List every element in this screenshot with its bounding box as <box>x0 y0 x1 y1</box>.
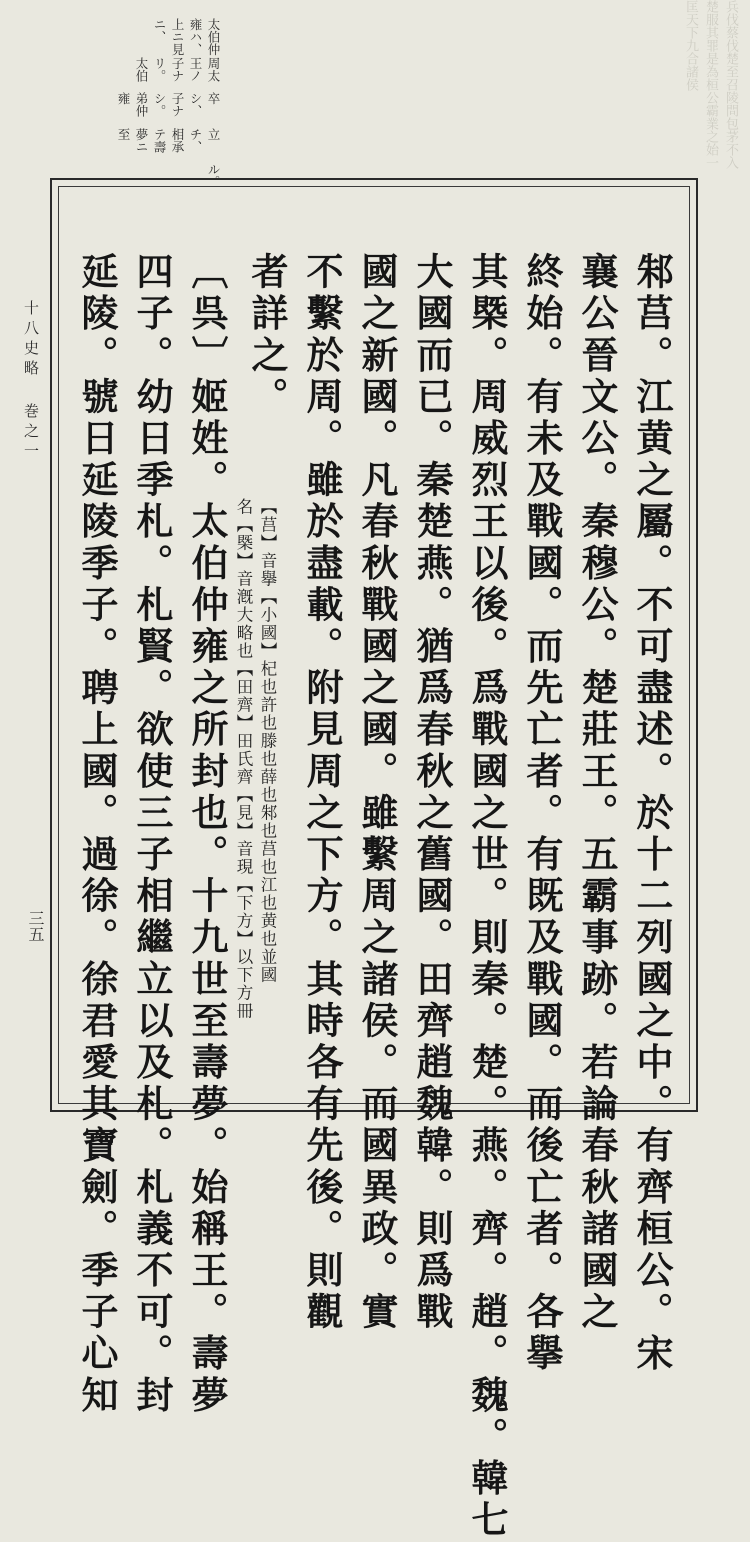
running-head: 十八史略 巻之一 <box>22 300 40 463</box>
text-column: 大國而已。秦楚燕。猶爲春秋之舊國。田齊趙魏韓。則爲戰 <box>410 252 454 1334</box>
text-column: 不繫於周。雖於盡載。附見周之下方。其時各有先後。則觀 <box>300 252 344 1334</box>
text-column: 四子。幼日季札。札賢。欲使三子相繼立以及札。札義不可。封 <box>130 252 174 1417</box>
commentary-line: 【莒】音擧【小國】杞也許也滕也薛也邾也莒也江也黄也並國 <box>258 498 277 984</box>
text-column: 者詳之。 <box>245 252 289 419</box>
head-annotation-line: 周太王ノ子ナリ。太伯 <box>134 56 221 82</box>
text-column: 邾莒。江黄之屬。不可盡述。於十二列國之中。有齊桓公。宋 <box>630 252 674 1376</box>
show-through-text: 兵伐蔡伐楚至召陵問包茅不入楚服其罪是為桓公霸業之始一匡天下九合諸侯 <box>683 0 738 169</box>
text-column: 襄公晉文公。秦穆公。楚莊王。五霸事跡。若論春秋諸國之 <box>575 252 619 1334</box>
head-annotation-line: 立チ、相承テ壽夢ニ至 <box>116 127 221 153</box>
text-column: 終始。有未及戰國。而先亡者。有既及戰國。而後亡者。各擧 <box>520 252 564 1376</box>
head-annotation <box>114 18 222 188</box>
text-column: 國之新國。凡春秋戰國之國。雖繫周之諸侯。而國異政。實 <box>355 252 399 1334</box>
text-column: 〔呉〕姬姓。太伯仲雍之所封也。十九世至壽夢。始稱王。壽夢 <box>185 252 229 1417</box>
commentary-line: 名【槩】音漑大略也【田齊】田氏齊【見】音現【下方】以下方冊 <box>234 498 253 1020</box>
head-annotation-line: ル。 <box>206 163 221 188</box>
text-column: 其槩。周威烈王以後。爲戰國之世。則秦。楚。燕。齊。趙。魏。韓七 <box>465 252 509 1542</box>
page-number: 三五 <box>26 910 45 942</box>
head-annotation-line: 卒シ、子ナシ。弟仲雍 <box>116 92 221 118</box>
head-annotation-line: 太伯仲雍ハ、上ニ見ニ、 <box>152 18 221 56</box>
text-column: 延陵。號日延陵季子。聘上國。過徐。徐君愛其寶劍。季子心知 <box>75 252 119 1417</box>
